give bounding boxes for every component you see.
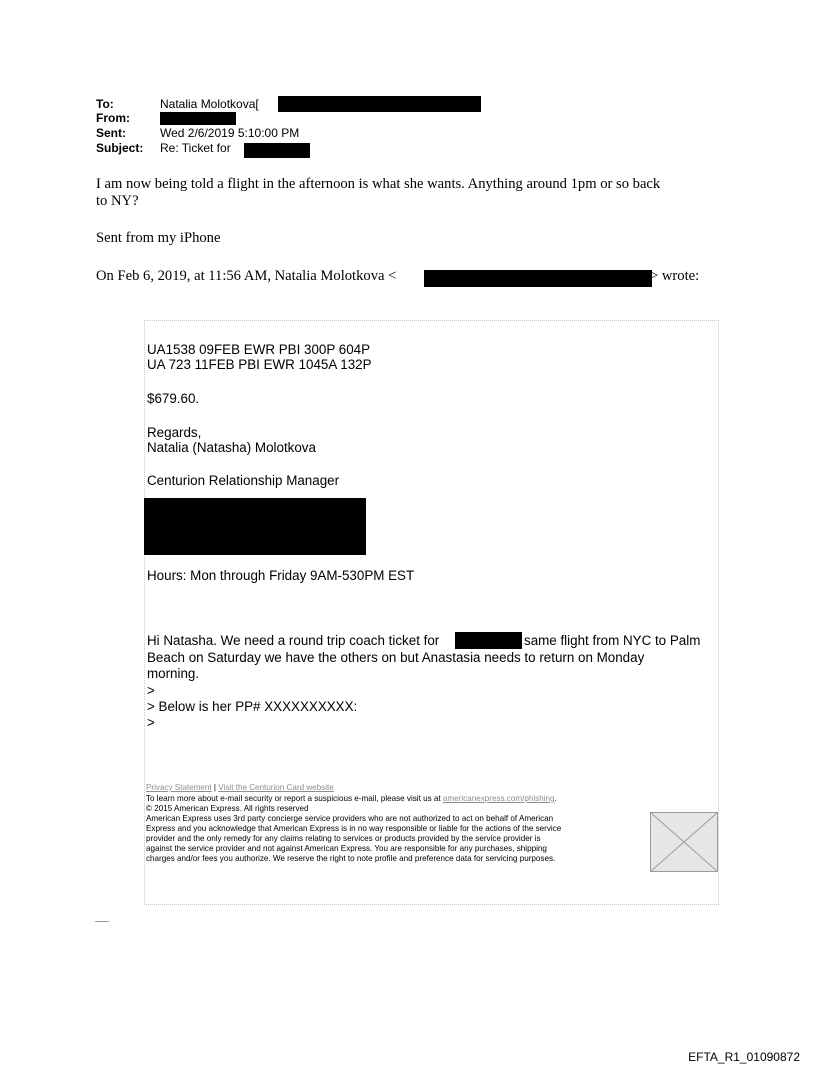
regards: Regards, bbox=[147, 425, 202, 440]
redaction-contact-block bbox=[144, 498, 366, 555]
document-id: EFTA_R1_01090872 bbox=[688, 1050, 800, 1064]
quote-intro-start: On Feb 6, 2019, at 11:56 AM, Natalia Molotkova < bbox=[96, 268, 397, 284]
flight-line-2: UA 723 11FEB PBI EWR 1045A 132P bbox=[147, 357, 372, 372]
to-label: To: bbox=[96, 97, 114, 111]
message-line-2: to NY? bbox=[96, 193, 139, 209]
quote-intro-end: > wrote: bbox=[650, 268, 700, 284]
sent-value: Wed 2/6/2019 5:10:00 PM bbox=[160, 126, 300, 140]
request-line-1-end: same flight from NYC to Palm bbox=[524, 633, 701, 648]
request-line-3: morning. bbox=[147, 666, 200, 681]
sender-title: Centurion Relationship Manager bbox=[147, 473, 340, 488]
redaction-subject bbox=[244, 143, 310, 158]
subject-label: Subject: bbox=[96, 141, 144, 155]
broken-image-placeholder bbox=[650, 812, 718, 872]
broken-image-icon bbox=[651, 813, 717, 871]
centurion-website-link[interactable]: Visit the Centurion Card website bbox=[218, 783, 334, 792]
link-separator: | bbox=[211, 783, 219, 792]
copyright: © 2015 American Express. All rights reserved bbox=[146, 804, 309, 813]
quote-marker-1: > bbox=[147, 683, 155, 698]
from-label: From: bbox=[96, 111, 130, 125]
security-notice bbox=[146, 794, 557, 804]
disclaimer-line-2: Express and you acknowledge that American Express is in no way responsible or liable for the actions of the service bbox=[146, 824, 562, 833]
phishing-link[interactable]: americanexpress.com/phishing bbox=[442, 794, 555, 803]
redaction-from bbox=[160, 112, 236, 125]
price: $679.60. bbox=[147, 391, 200, 406]
stray-mark bbox=[95, 921, 109, 922]
message-line-1: I am now being told a flight in the afternoon is what she wants. Anything around 1pm or so back bbox=[96, 176, 661, 192]
sent-label: Sent: bbox=[96, 126, 126, 140]
request-line-2: Beach on Saturday we have the others on but Anastasia needs to return on Monday bbox=[147, 650, 645, 665]
security-end: . bbox=[554, 794, 557, 803]
subject-value: Re: Ticket for bbox=[160, 141, 231, 155]
redaction-quote-email bbox=[424, 270, 652, 287]
signature: Sent from my iPhone bbox=[96, 230, 221, 246]
pp-line: > Below is her PP# XXXXXXXXXX: bbox=[147, 699, 358, 714]
disclaimer-line-1: American Express uses 3rd party concierge service providers who are not authorized to act on behalf of American bbox=[146, 814, 554, 823]
redaction-request-name bbox=[455, 632, 522, 649]
disclaimer-line-4: against the service provider and not against American Express. You are responsible for any purchases, shipping bbox=[146, 844, 547, 853]
sender-name: Natalia (Natasha) Molotkova bbox=[147, 440, 316, 455]
disclaimer-line-5: charges and/or fees you authorize. We reserve the right to note profile and preference data for servicing purposes. bbox=[146, 854, 556, 863]
quote-marker-2: > bbox=[147, 715, 155, 730]
to-value: Natalia Molotkova[ bbox=[160, 97, 259, 111]
request-line-1-start: Hi Natasha. We need a round trip coach ticket for bbox=[147, 633, 440, 648]
hours: Hours: Mon through Friday 9AM-530PM EST bbox=[147, 568, 415, 583]
disclaimer-line-3: provider and the only remedy for any claims relating to services or products provided by the service provider is bbox=[146, 834, 541, 843]
legal-links bbox=[146, 783, 334, 793]
privacy-statement-link[interactable]: Privacy Statement bbox=[146, 783, 212, 792]
redaction-to-email bbox=[278, 96, 481, 112]
security-text: To learn more about e-mail security or report a suspicious e-mail, please visit us at bbox=[146, 794, 443, 803]
flight-line-1: UA1538 09FEB EWR PBI 300P 604P bbox=[147, 342, 371, 357]
